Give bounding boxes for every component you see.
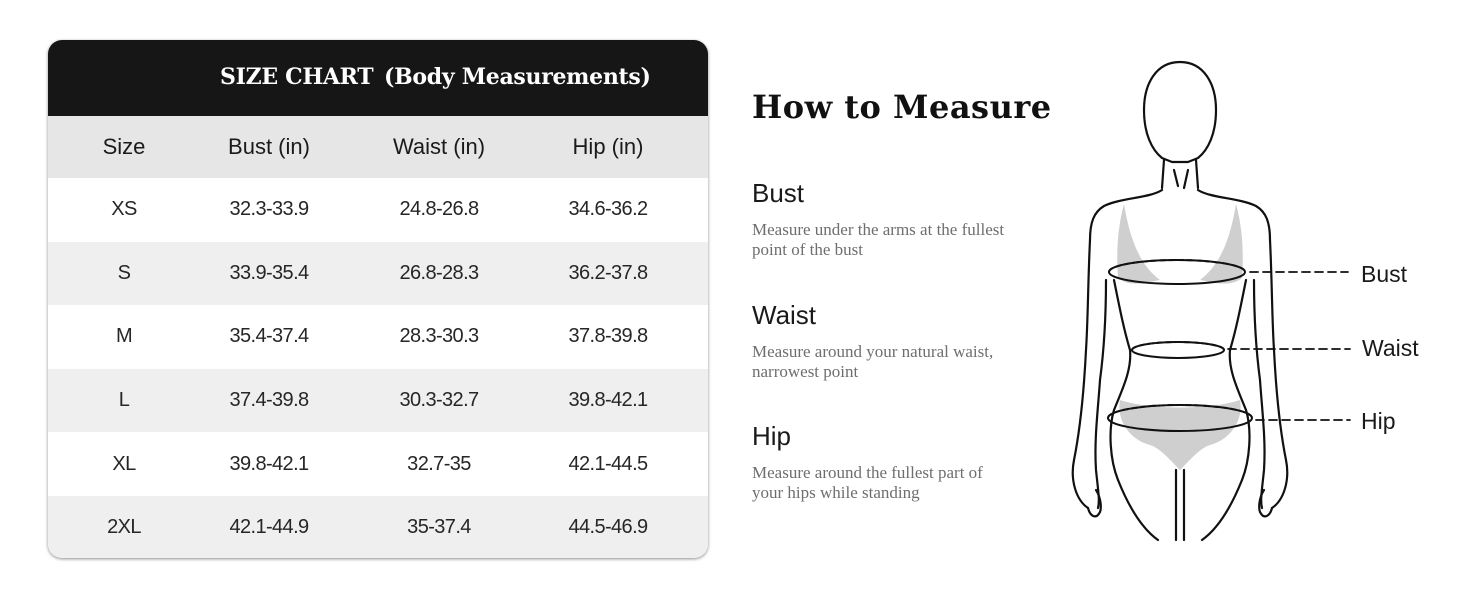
waist-description-line: Measure around your natural waist, [752, 342, 994, 361]
hip-heading: Hip [752, 421, 792, 451]
figure-label-bust: Bust [1361, 261, 1408, 287]
size-chart-header [48, 40, 708, 116]
size-cell: 2XL [107, 516, 141, 539]
hip-cell: 34.6-36.2 [568, 198, 648, 221]
table-row [48, 496, 708, 558]
how-to-measure-title: How to Measure [752, 88, 1052, 126]
waist-cell: 28.3-30.3 [399, 325, 479, 348]
size-cell: XL [112, 452, 136, 475]
size-cell: XS [111, 198, 137, 221]
waist-cell: 35-37.4 [407, 516, 471, 539]
hip-description [752, 463, 1072, 503]
table-row [48, 242, 708, 306]
figure-label-waist: Waist [1362, 335, 1419, 361]
waist-heading: Waist [752, 300, 817, 330]
bust-description [752, 220, 1072, 260]
table-row [48, 432, 708, 496]
bust-cell: 35.4-37.4 [229, 325, 309, 348]
bust-cell: 37.4-39.8 [229, 389, 309, 412]
table-row [48, 305, 708, 369]
column-header-row [48, 116, 708, 178]
bust-cell: 32.3-33.9 [229, 198, 309, 221]
bust-description-line: point of the bust [752, 240, 863, 259]
hip-cell: 37.8-39.8 [568, 325, 648, 348]
size-cell: S [117, 261, 131, 284]
bust-description-line: Measure under the arms at the fullest [752, 220, 1005, 239]
size-chart-table [48, 40, 708, 558]
figure-label-hip: Hip [1361, 408, 1396, 434]
hip-cell: 36.2-37.8 [568, 261, 648, 284]
hip-description-line: your hips while standing [752, 483, 920, 502]
column-header-waist: Waist (in) [392, 134, 486, 159]
hip-cell: 39.8-42.1 [568, 389, 648, 412]
bust-cell: 39.8-42.1 [229, 452, 309, 475]
waist-description-line: narrowest point [752, 362, 859, 381]
bust-cell: 33.9-35.4 [229, 261, 309, 284]
waist-cell: 24.8-26.8 [399, 198, 479, 221]
size-cell: M [115, 325, 133, 348]
table-row [48, 369, 708, 433]
size-cell: L [118, 389, 130, 412]
column-header-size: Size [102, 134, 146, 159]
size-chart-subtitle: (Body Measurements) [384, 64, 651, 90]
bust-cell: 42.1-44.9 [229, 516, 309, 539]
size-chart-title: SIZE CHART [220, 64, 374, 90]
hip-cell: 44.5-46.9 [568, 516, 648, 539]
column-header-bust: Bust (in) [228, 134, 310, 159]
bust-heading: Bust [752, 178, 805, 208]
hip-description-line: Measure around the fullest part of [752, 463, 983, 482]
hip-cell: 42.1-44.5 [568, 452, 648, 475]
waist-cell: 32.7-35 [407, 452, 471, 475]
body-outline-icon [1060, 50, 1360, 550]
column-header-hip: Hip (in) [572, 134, 644, 159]
table-row [48, 178, 708, 242]
waist-cell: 30.3-32.7 [399, 389, 479, 412]
waist-description [752, 342, 1072, 382]
waist-cell: 26.8-28.3 [399, 261, 479, 284]
